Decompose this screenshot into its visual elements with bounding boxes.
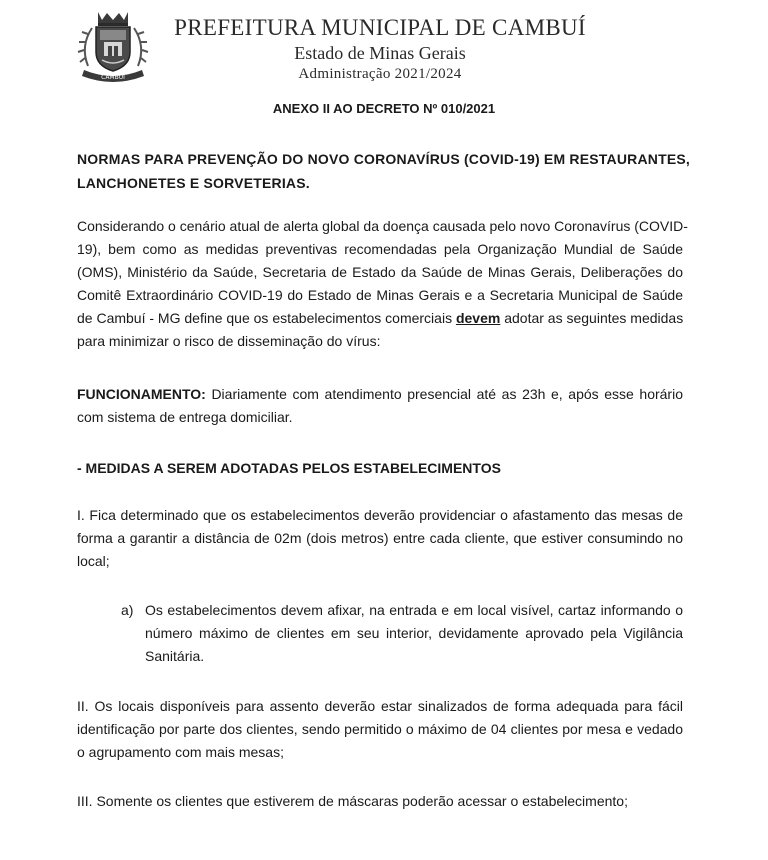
funcionamento-label: FUNCIONAMENTO: [77, 386, 206, 402]
municipality-title: PREFEITURA MUNICIPAL DE CAMBUÍ [174, 15, 586, 40]
paragraph-line: 19), bem como as medidas preventivas recomendadas pela Organização Mundial de Saúde [77, 241, 683, 257]
item-3 [77, 790, 683, 813]
paragraph-line: (OMS), Ministério da Saúde, Secretaria de Estado da Saúde de Minas Gerais, Deliberações do [77, 264, 683, 280]
paragraph-line: III. Somente os clientes que estiverem de máscaras poderão acessar o estabelecimento; [77, 793, 628, 809]
paragraph-line: Comitê Extraordinário COVID-19 do Estado de Minas Gerais e a Secretaria Municipal de Saúde [77, 287, 683, 303]
paragraph-line: número máximo de clientes em seu interior, devidamente aprovado pela Vigilância [145, 625, 683, 641]
text-segment: Diariamente com atendimento presencial até as 23h e, após esse horário [205, 386, 683, 402]
paragraph-line [77, 383, 683, 406]
paragraph-line: forma a garantir a distância de 02m (dois metros) entre cada cliente, que estiver consumindo no [77, 530, 683, 546]
annex-title: ANEXO II AO DECRETO Nº 010/2021 [272, 101, 496, 116]
paragraph-line [77, 307, 683, 330]
document-title-line: NORMAS PARA PREVENÇÃO DO NOVO CORONAVÍRUS (COVID-19) EM RESTAURANTES, [77, 151, 690, 167]
paragraph-line: identificação por parte dos clientes, sendo permitido o máximo de 04 clientes por mesa e vedado [77, 721, 683, 737]
intro-paragraph [77, 215, 688, 353]
document-title [77, 147, 690, 195]
sub-item-text [145, 599, 683, 668]
paragraph-line: Considerando o cenário atual de alerta global da doença causada pelo novo Coronavírus (COVID- [77, 218, 688, 234]
municipal-crest-logo [72, 8, 154, 84]
text-segment: adotar as seguintes medidas [500, 310, 684, 326]
paragraph-line: I. Fica determinado que os estabelecimentos deverão providenciar o afastamento das mesas de [77, 507, 683, 523]
document-title-line: LANCHONETES E SORVETERIAS. [77, 175, 310, 191]
crest-ribbon-text: CAMBUÍ [101, 74, 125, 81]
letterhead [160, 14, 600, 84]
paragraph-line: Sanitária. [145, 648, 205, 664]
item-1 [77, 504, 683, 573]
paragraph-line: o agrupamento com mais mesas; [77, 744, 284, 760]
paragraph-line: local; [77, 553, 110, 569]
administration-term: Administração 2021/2024 [298, 66, 462, 82]
measures-heading: - MEDIDAS A SEREM ADOTADAS PELOS ESTABELECIMENTOS [77, 460, 501, 476]
paragraph-line: II. Os locais disponíveis para assento deverão estar sinalizados de forma adequada para fácil [77, 698, 683, 714]
funcionamento-paragraph [77, 383, 683, 429]
paragraph-line: com sistema de entrega domiciliar. [77, 409, 293, 425]
text-segment: de Cambuí - MG define que os estabelecimentos comerciais [77, 310, 456, 326]
paragraph-line: Os estabelecimentos devem afixar, na entrada e em local visível, cartaz informando o [145, 602, 683, 618]
paragraph-line: para minimizar o risco de disseminação do vírus: [77, 333, 381, 349]
sub-item-label: a) [121, 602, 134, 618]
item-2 [77, 695, 683, 764]
emphasis-devem: devem [455, 310, 501, 326]
state-name: Estado de Minas Gerais [294, 43, 466, 63]
